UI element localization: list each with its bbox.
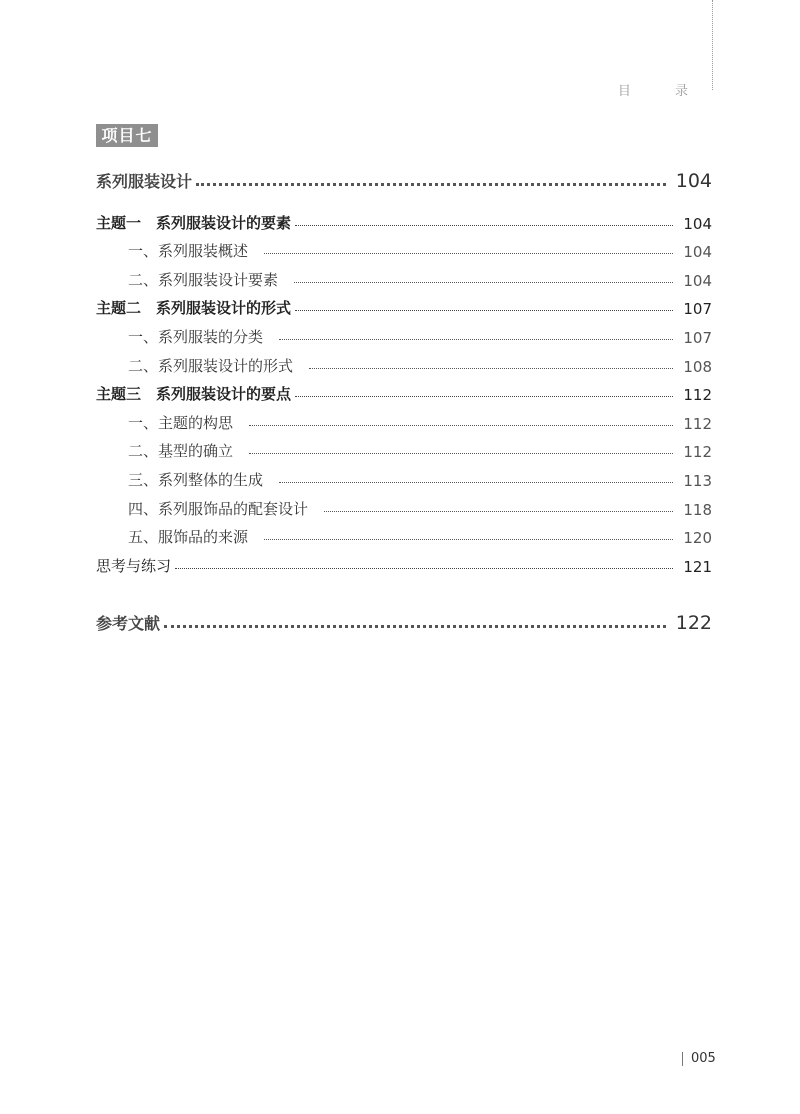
toc-leader-dots	[324, 511, 673, 512]
toc-entry-label: 二、系列服装设计的形式	[128, 356, 294, 375]
toc-entry-label: 主题二 系列服装设计的形式	[96, 299, 292, 318]
toc-entry-label: 主题三 系列服装设计的要点	[96, 385, 292, 404]
toc-entry-label: 二、基型的确立	[128, 442, 234, 461]
toc-entry[interactable]	[96, 433, 712, 462]
toc-entry-page: 113	[683, 471, 712, 490]
project-label: 项目七	[96, 124, 158, 147]
toc-entry-label: 一、系列服装的分类	[128, 327, 264, 346]
toc-chapter-entry[interactable]	[96, 160, 712, 192]
toc-chapter-label: 系列服装设计	[96, 172, 193, 191]
toc-leader-dots	[309, 368, 673, 369]
toc-entry[interactable]	[96, 461, 712, 490]
toc-entry-page: 104	[683, 214, 712, 233]
toc-entry-page: 118	[683, 500, 712, 519]
toc-references-label: 参考文献	[96, 613, 161, 633]
toc-entry[interactable]	[96, 376, 712, 405]
toc-entry-label: 二、系列服装设计要素	[128, 270, 279, 289]
toc-entry-label: 一、系列服装概述	[128, 242, 249, 261]
toc-leader-dots	[295, 396, 673, 397]
toc-entry[interactable]	[96, 347, 712, 376]
toc-leader-dots	[279, 339, 673, 340]
toc-entry-page: 120	[683, 529, 712, 548]
toc-entry[interactable]	[96, 490, 712, 519]
toc-entry-page: 107	[683, 328, 712, 347]
toc-leader-dots	[196, 183, 666, 186]
toc-leader-dots	[264, 253, 673, 254]
toc-leader-dots	[175, 568, 673, 569]
running-header: 目 录	[617, 84, 708, 99]
toc-entry-label: 主题一 系列服装设计的要素	[96, 213, 292, 232]
toc-entry-page: 104	[683, 271, 712, 290]
toc-entry[interactable]	[96, 204, 712, 233]
toc-entry-page: 112	[683, 386, 712, 405]
toc-leader-dots	[295, 310, 673, 311]
toc-leader-dots	[249, 425, 673, 426]
toc-leader-dots	[279, 482, 673, 483]
section-gap	[96, 576, 712, 602]
toc-entry[interactable]	[96, 404, 712, 433]
toc-entry-page: 108	[683, 357, 712, 376]
page-number: 005	[682, 1052, 716, 1066]
toc-entry[interactable]	[96, 290, 712, 319]
toc-entry-label: 四、系列服饰品的配套设计	[128, 499, 309, 518]
toc-chapter-page: 104	[675, 170, 712, 192]
margin-dotted-line	[712, 0, 713, 90]
table-of-contents	[96, 160, 712, 634]
toc-references-page: 122	[675, 611, 712, 634]
toc-leader-dots	[164, 625, 666, 628]
toc-entry-page: 107	[683, 300, 712, 319]
toc-entry[interactable]	[96, 519, 712, 548]
toc-entry[interactable]	[96, 547, 712, 576]
toc-entry-label: 三、系列整体的生成	[128, 470, 264, 489]
toc-entry-label: 思考与练习	[96, 556, 172, 575]
toc-entry-page: 121	[683, 557, 712, 576]
toc-leader-dots	[295, 225, 673, 226]
toc-entry[interactable]	[96, 233, 712, 262]
toc-entry-label: 一、主题的构思	[128, 413, 234, 432]
toc-leader-dots	[249, 453, 673, 454]
toc-leader-dots	[294, 282, 673, 283]
toc-entry[interactable]	[96, 318, 712, 347]
toc-references-entry[interactable]	[96, 602, 712, 634]
toc-entry-label: 五、服饰品的来源	[128, 528, 249, 547]
toc-entry-page: 112	[683, 443, 712, 462]
toc-entry-page: 104	[683, 243, 712, 262]
toc-entry-page: 112	[683, 414, 712, 433]
toc-entry[interactable]	[96, 261, 712, 290]
toc-leader-dots	[264, 539, 673, 540]
